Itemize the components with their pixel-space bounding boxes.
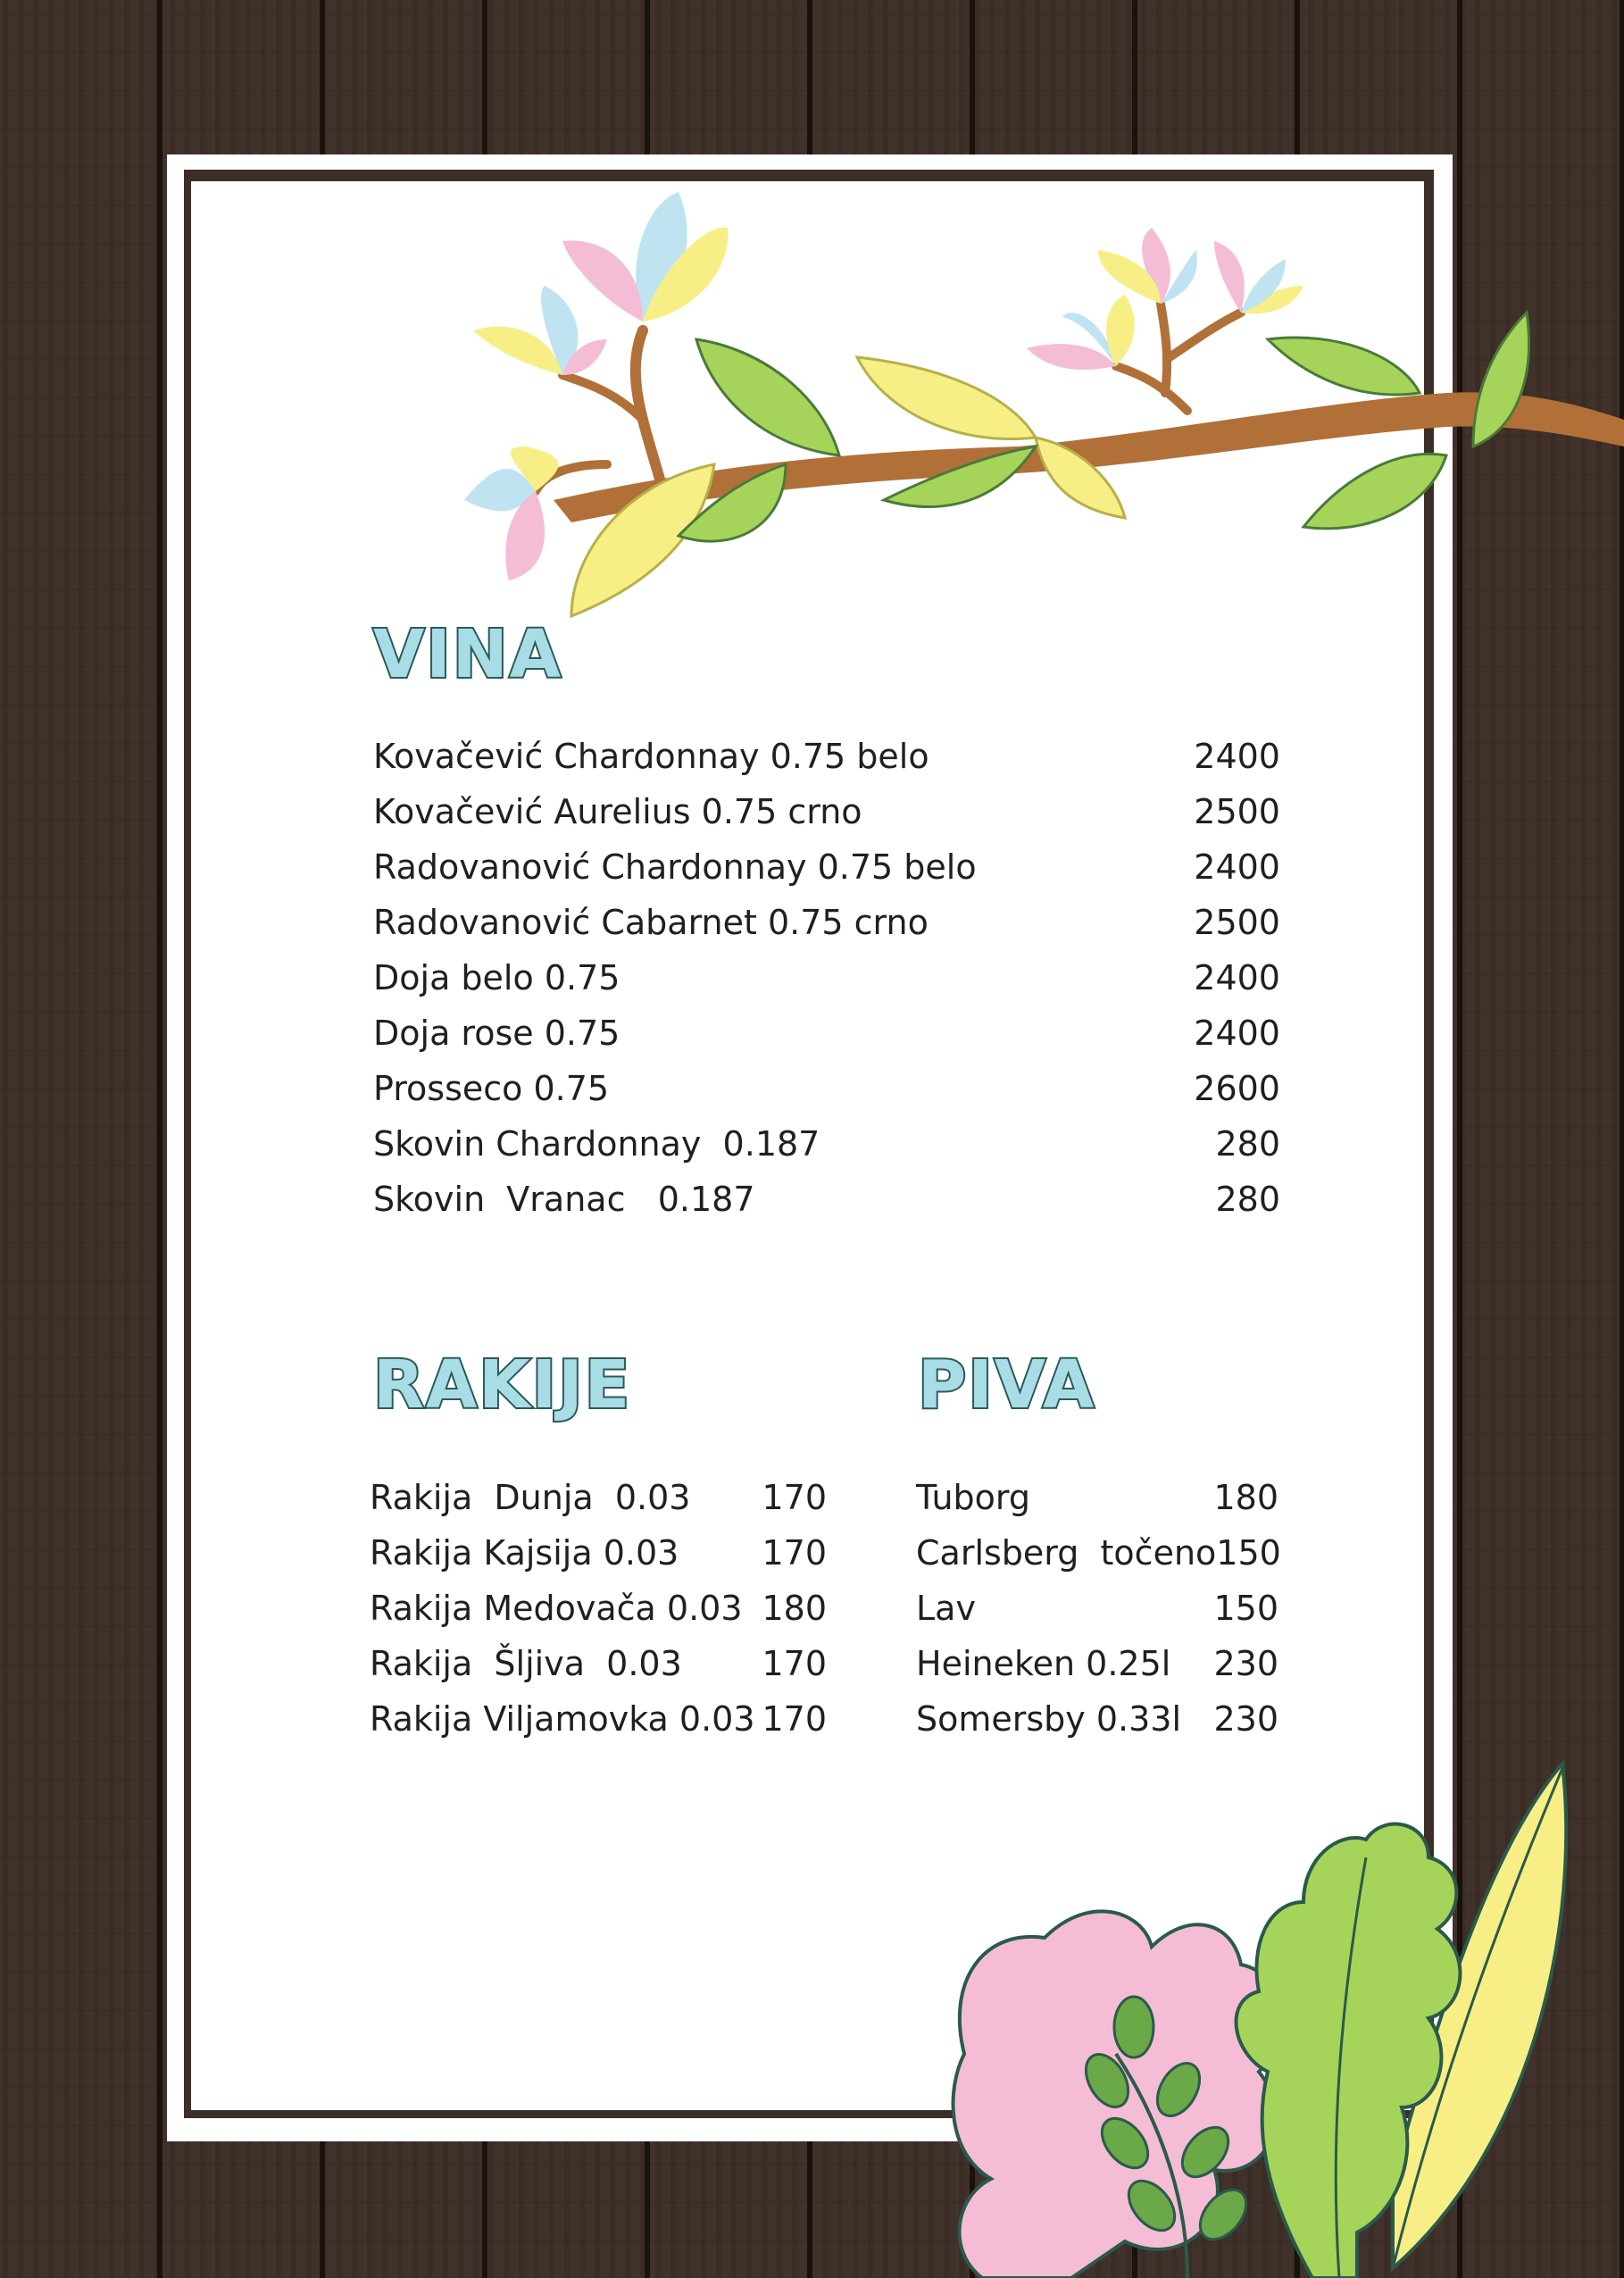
- list-item: [370, 1699, 827, 1739]
- item-name: Kovačević Chardonnay 0.75 belo: [373, 737, 929, 776]
- item-price: 180: [762, 1589, 827, 1628]
- item-name: Rakija Dunja 0.03: [370, 1478, 691, 1517]
- item-price: 180: [1213, 1478, 1278, 1517]
- list-item: [373, 1124, 1280, 1164]
- list-item: [373, 1069, 1280, 1108]
- item-name: Radovanović Cabarnet 0.75 crno: [373, 903, 929, 942]
- list-item: [916, 1533, 1281, 1573]
- item-price: 150: [1213, 1589, 1278, 1628]
- list-item: [373, 1014, 1280, 1053]
- section-title-vina: VINA: [373, 616, 563, 693]
- list-item: [916, 1589, 1278, 1628]
- item-name: Rakija Viljamovka 0.03: [370, 1699, 755, 1739]
- item-name: Skovin Chardonnay 0.187: [373, 1124, 820, 1164]
- item-price: 2400: [1194, 737, 1280, 776]
- item-price: 280: [1215, 1124, 1280, 1164]
- section-title-rakije: RAKIJE: [373, 1347, 632, 1423]
- item-name: Doja rose 0.75: [373, 1014, 620, 1053]
- list-item: [916, 1478, 1278, 1517]
- item-price: 2500: [1194, 903, 1280, 942]
- list-item: [370, 1589, 827, 1628]
- list-item: [373, 1180, 1280, 1219]
- item-price: 2600: [1194, 1069, 1280, 1108]
- list-item: [370, 1478, 827, 1517]
- small-leaf-icon: [1114, 1997, 1153, 2057]
- item-price: 2400: [1194, 958, 1280, 997]
- list-item: [373, 847, 1280, 887]
- list-item: [370, 1533, 827, 1573]
- item-price: 150: [1216, 1533, 1281, 1573]
- item-name: Rakija Medovača 0.03: [370, 1589, 743, 1628]
- item-price: 280: [1215, 1180, 1280, 1219]
- item-name: Radovanović Chardonnay 0.75 belo: [373, 847, 977, 887]
- item-name: Rakija Kajsija 0.03: [370, 1533, 679, 1573]
- list-item: [370, 1644, 827, 1683]
- item-price: 170: [762, 1533, 827, 1573]
- item-price: 230: [1213, 1699, 1278, 1739]
- list-item: [373, 792, 1280, 831]
- item-name: Rakija Šljiva 0.03: [370, 1644, 682, 1683]
- item-name: Heineken 0.25l: [916, 1644, 1171, 1683]
- section-title-piva: PIVA: [918, 1347, 1096, 1423]
- item-name: Prosseco 0.75: [373, 1069, 610, 1108]
- item-name: Skovin Vranac 0.187: [373, 1180, 755, 1219]
- list-item: [916, 1644, 1278, 1683]
- item-price: 170: [762, 1644, 827, 1683]
- list-item: [373, 903, 1280, 942]
- item-price: 230: [1213, 1644, 1278, 1683]
- item-name: Kovačević Aurelius 0.75 crno: [373, 792, 862, 831]
- item-price: 170: [762, 1478, 827, 1517]
- item-price: 170: [762, 1699, 827, 1739]
- item-price: 2400: [1194, 1014, 1280, 1053]
- item-price: 2500: [1194, 792, 1280, 831]
- list-item: [373, 958, 1280, 997]
- item-name: Lav: [916, 1589, 976, 1628]
- item-name: Carlsberg točeno: [916, 1533, 1217, 1573]
- item-name: Doja belo 0.75: [373, 958, 620, 997]
- item-name: Somersby 0.33l: [916, 1699, 1182, 1739]
- item-price: 2400: [1194, 847, 1280, 887]
- list-item: [916, 1699, 1278, 1739]
- list-item: [373, 737, 1280, 776]
- item-name: Tuborg: [916, 1478, 1030, 1517]
